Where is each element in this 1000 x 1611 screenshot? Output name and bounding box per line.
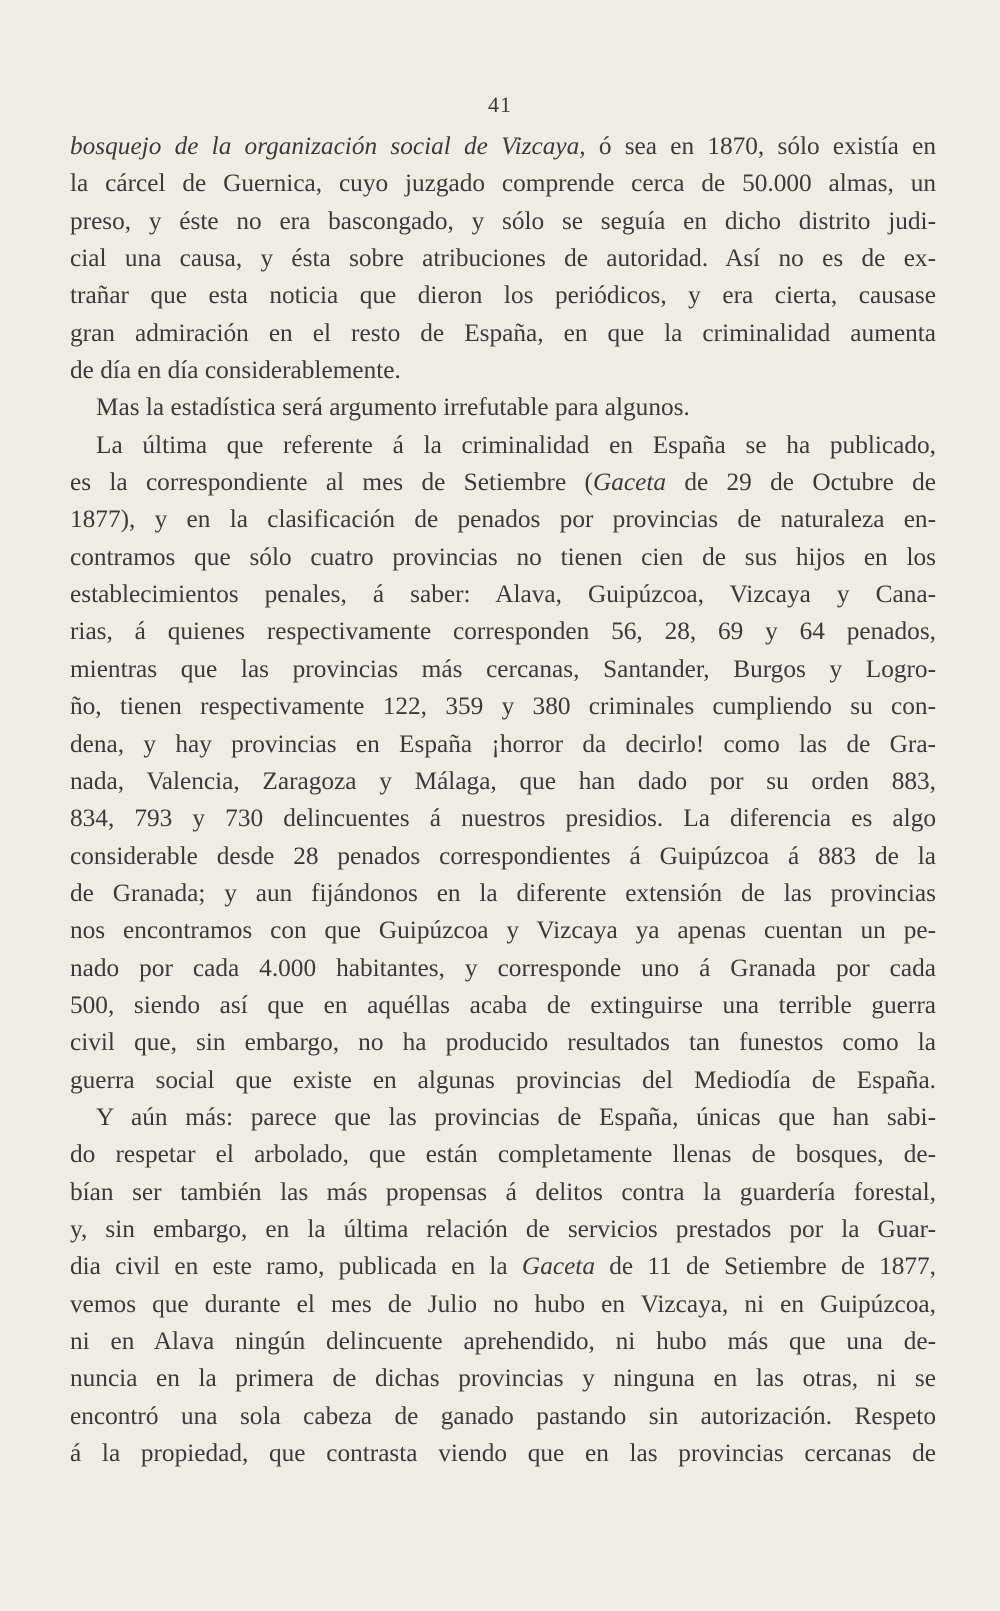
text-segment: guerra social que existe en algunas provincias del Mediodía de España. bbox=[70, 1065, 936, 1094]
text-line bbox=[70, 1435, 936, 1472]
text-line bbox=[70, 277, 936, 314]
text-line bbox=[70, 763, 936, 800]
text-segment: es la correspondiente al mes de Setiembre ( bbox=[70, 468, 593, 497]
text-line bbox=[70, 128, 936, 165]
text-segment: de día en día considerablemente. bbox=[70, 356, 401, 385]
text-segment: nada, Valencia, Zaragoza y Málaga, que han dado por su orden 883, bbox=[70, 766, 936, 795]
text-segment: preso, y éste no era bascongado, y sólo se seguía en dicho distrito judi- bbox=[70, 206, 936, 235]
text-segment: ni en Alava ningún delincuente aprehendido, ni hubo más que una de- bbox=[70, 1327, 936, 1355]
text-segment: dia civil en este ramo, publicada en la bbox=[70, 1252, 522, 1281]
text-line bbox=[70, 1099, 936, 1136]
text-segment: cial una causa, y ésta sobre atribuciones de autoridad. Así no es de ex- bbox=[70, 244, 936, 273]
text-line bbox=[70, 1174, 936, 1211]
text-line bbox=[70, 838, 936, 875]
text-segment: de 11 de Setiembre de 1877, bbox=[594, 1252, 936, 1281]
italic-text: Gaceta bbox=[592, 468, 667, 497]
text-segment: 1877), y en la clasificación de penados por provincias de naturaleza en- bbox=[70, 505, 936, 534]
text-line bbox=[70, 240, 936, 277]
text-segment: ó sea en 1870, sólo existía en bbox=[585, 132, 936, 160]
text-line bbox=[70, 726, 936, 763]
text-segment: Y aún más: parece que las provincias de España, únicas que han sabi- bbox=[96, 1102, 936, 1131]
text-segment: 834, 793 y 730 delincuentes á nuestros presidios. La diferencia es algo bbox=[70, 804, 936, 833]
text-line bbox=[70, 576, 936, 613]
text-segment: de 29 de Octubre de bbox=[666, 468, 936, 497]
text-line bbox=[70, 1248, 936, 1285]
italic-text: bosquejo de la organización social de Vizcaya, bbox=[70, 132, 586, 160]
text-segment: La última que referente á la criminalidad en España se ha publicado, bbox=[96, 430, 936, 459]
text-segment: 500, siendo así que en aquéllas acaba de extinguirse una terrible guerra bbox=[70, 990, 936, 1019]
text-line bbox=[70, 464, 936, 501]
text-line bbox=[70, 875, 936, 912]
text-segment: nos encontramos con que Guipúzcoa y Vizcaya ya apenas cuentan un pe- bbox=[70, 916, 936, 945]
text-line bbox=[70, 352, 936, 389]
text-segment: á la propiedad, que contrasta viendo que en las provincias cercanas de bbox=[70, 1439, 936, 1468]
text-line bbox=[70, 1062, 936, 1099]
text-segment: contramos que sólo cuatro provincias no tienen cien de sus hijos en los bbox=[70, 542, 936, 571]
text-line bbox=[70, 389, 936, 426]
text-line bbox=[70, 688, 936, 725]
body-text bbox=[70, 128, 936, 1472]
text-line bbox=[70, 1024, 936, 1061]
text-line bbox=[70, 912, 936, 949]
text-segment: nuncia en la primera de dichas provincias y ninguna en las otras, ni se bbox=[70, 1364, 936, 1393]
text-segment: y, sin embargo, en la última relación de servicios prestados por la Guar- bbox=[70, 1214, 936, 1243]
text-segment: nado por cada 4.000 habitantes, y corresponde uno á Granada por cada bbox=[70, 953, 936, 982]
text-line bbox=[70, 950, 936, 987]
text-line bbox=[70, 800, 936, 837]
text-segment: de Granada; y aun fijándonos en la diferente extensión de las provincias bbox=[70, 878, 936, 907]
text-segment: gran admiración en el resto de España, en que la criminalidad aumenta bbox=[70, 318, 936, 347]
page-number: 41 bbox=[488, 92, 512, 117]
text-segment: do respetar el arbolado, que están completamente llenas de bosques, de- bbox=[70, 1140, 936, 1169]
text-line bbox=[70, 1323, 936, 1360]
text-line bbox=[70, 1286, 936, 1323]
text-segment: Mas la estadística será argumento irrefutable para algunos. bbox=[96, 393, 690, 422]
text-segment: dena, y hay provincias en España ¡horror da decirlo! como las de Gra- bbox=[70, 729, 936, 758]
text-line bbox=[70, 1360, 936, 1397]
text-segment: mientras que las provincias más cercanas, Santander, Burgos y Logro- bbox=[70, 654, 936, 683]
text-line bbox=[70, 315, 936, 352]
text-line bbox=[70, 427, 936, 464]
text-segment: establecimientos penales, á saber: Alava, Guipúzcoa, Vizcaya y Cana- bbox=[70, 580, 936, 609]
text-line bbox=[70, 651, 936, 688]
text-line bbox=[70, 539, 936, 576]
text-line bbox=[70, 613, 936, 650]
text-segment: bían ser también las más propensas á delitos contra la guardería forestal, bbox=[70, 1177, 936, 1206]
text-segment: la cárcel de Guernica, cuyo juzgado comprende cerca de 50.000 almas, un bbox=[70, 169, 936, 198]
text-segment: civil que, sin embargo, no ha producido resultados tan funestos como la bbox=[70, 1028, 936, 1057]
text-line bbox=[70, 165, 936, 202]
text-segment: encontró una sola cabeza de ganado pastando sin autorización. Respeto bbox=[70, 1401, 936, 1430]
text-line bbox=[70, 1211, 936, 1248]
text-segment: vemos que durante el mes de Julio no hubo en Vizcaya, ni en Guipúzcoa, bbox=[70, 1289, 936, 1318]
text-segment: rias, á quienes respectivamente corresponden 56, 28, 69 y 64 penados, bbox=[70, 617, 936, 646]
text-line bbox=[70, 203, 936, 240]
text-line bbox=[70, 1398, 936, 1435]
text-segment: trañar que esta noticia que dieron los periódicos, y era cierta, causase bbox=[70, 281, 936, 310]
text-line bbox=[70, 501, 936, 538]
text-line bbox=[70, 987, 936, 1024]
italic-text: Gaceta bbox=[521, 1252, 595, 1281]
text-line bbox=[70, 1136, 936, 1173]
text-segment: considerable desde 28 penados correspondientes á Guipúzcoa á 883 de la bbox=[70, 841, 936, 870]
text-segment: ño, tienen respectivamente 122, 359 y 380 criminales cumpliendo su con- bbox=[70, 692, 936, 721]
